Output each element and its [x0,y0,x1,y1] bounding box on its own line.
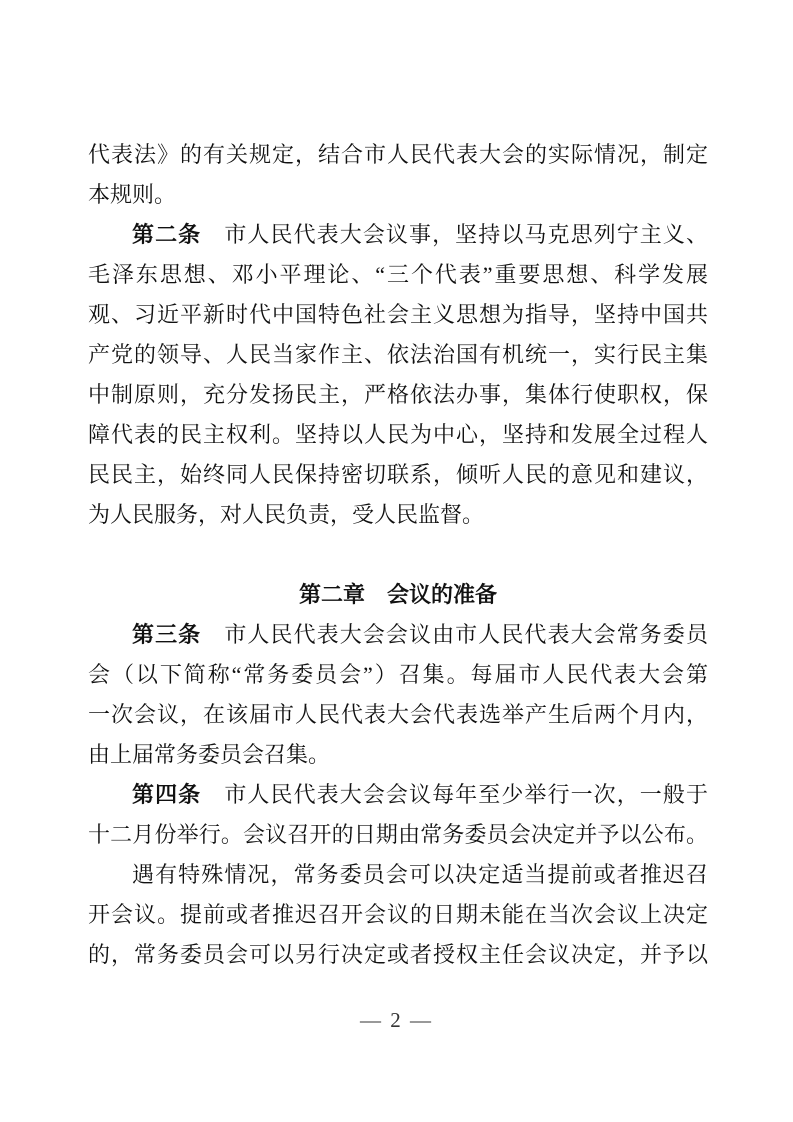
body-line [88,135,708,175]
body-line [88,935,708,975]
body-line-text: 开会议。提前或者推迟召开会议的日期未能在当次会议上决定 [88,902,708,927]
body-line [88,775,708,815]
body-line [88,415,708,455]
body-line [88,375,708,415]
body-line-text: 由上届常务委员会召集。 [88,742,331,767]
body-line-text: 会（以下简称“常务委员会”）召集。每届市人民代表大会第 [88,662,708,687]
body-line [88,895,708,935]
body-line-text: 一次会议，在该届市人民代表大会代表选举产生后两个月内， [88,702,708,727]
chapter-heading: 第二章 会议的准备 [298,582,497,607]
body-line-text: 十二月份举行。会议召开的日期由常务委员会决定并予以公布。 [88,822,708,847]
body-line-text: 民民主，始终同人民保持密切联系，倾听人民的意见和建议， [88,462,708,487]
body-line-text: 障代表的民主权利。坚持以人民为中心，坚持和发展全过程人 [88,422,708,447]
body-line-text: 市人民代表大会会议由市人民代表大会常务委员 [201,622,708,647]
body-line [88,255,708,295]
article-number: 第二条 [132,222,202,247]
document-body [88,135,708,975]
body-line-text: 观、习近平新时代中国特色社会主义思想为指导，坚持中国共 [88,302,708,327]
body-line [88,295,708,335]
body-line [88,495,708,535]
body-line-text: 遇有特殊情况，常务委员会可以决定适当提前或者推迟召 [132,862,708,887]
article-number: 第三条 [132,622,202,647]
body-line [88,335,708,375]
body-line-text: 市人民代表大会会议每年至少举行一次，一般于 [201,782,708,807]
body-line-text: 代表法》的有关规定，结合市人民代表大会的实际情况，制定 [88,142,708,167]
body-line [88,855,708,895]
body-line-text: 市人民代表大会议事，坚持以马克思列宁主义、 [201,222,708,247]
body-line [88,615,708,655]
body-line [88,175,708,215]
body-line-text: 为人民服务，对人民负责，受人民监督。 [88,502,485,527]
body-line [88,455,708,495]
body-line [88,215,708,255]
page-number: — 2 — [360,1008,433,1032]
body-line-text: 毛泽东思想、邓小平理论、“三个代表”重要思想、科学发展 [88,262,708,287]
body-line-text: 产党的领导、人民当家作主、依法治国有机统一，实行民主集 [88,342,708,367]
article-number: 第四条 [132,782,202,807]
body-line [88,695,708,735]
body-line-text: 的，常务委员会可以另行决定或者授权主任会议决定，并予以 [88,942,708,967]
body-line-text: 中制原则，充分发扬民主，严格依法办事，集体行使职权，保 [88,382,708,407]
body-line-text: 本规则。 [88,182,177,207]
body-line [88,655,708,695]
body-line [88,735,708,775]
body-line [88,815,708,855]
